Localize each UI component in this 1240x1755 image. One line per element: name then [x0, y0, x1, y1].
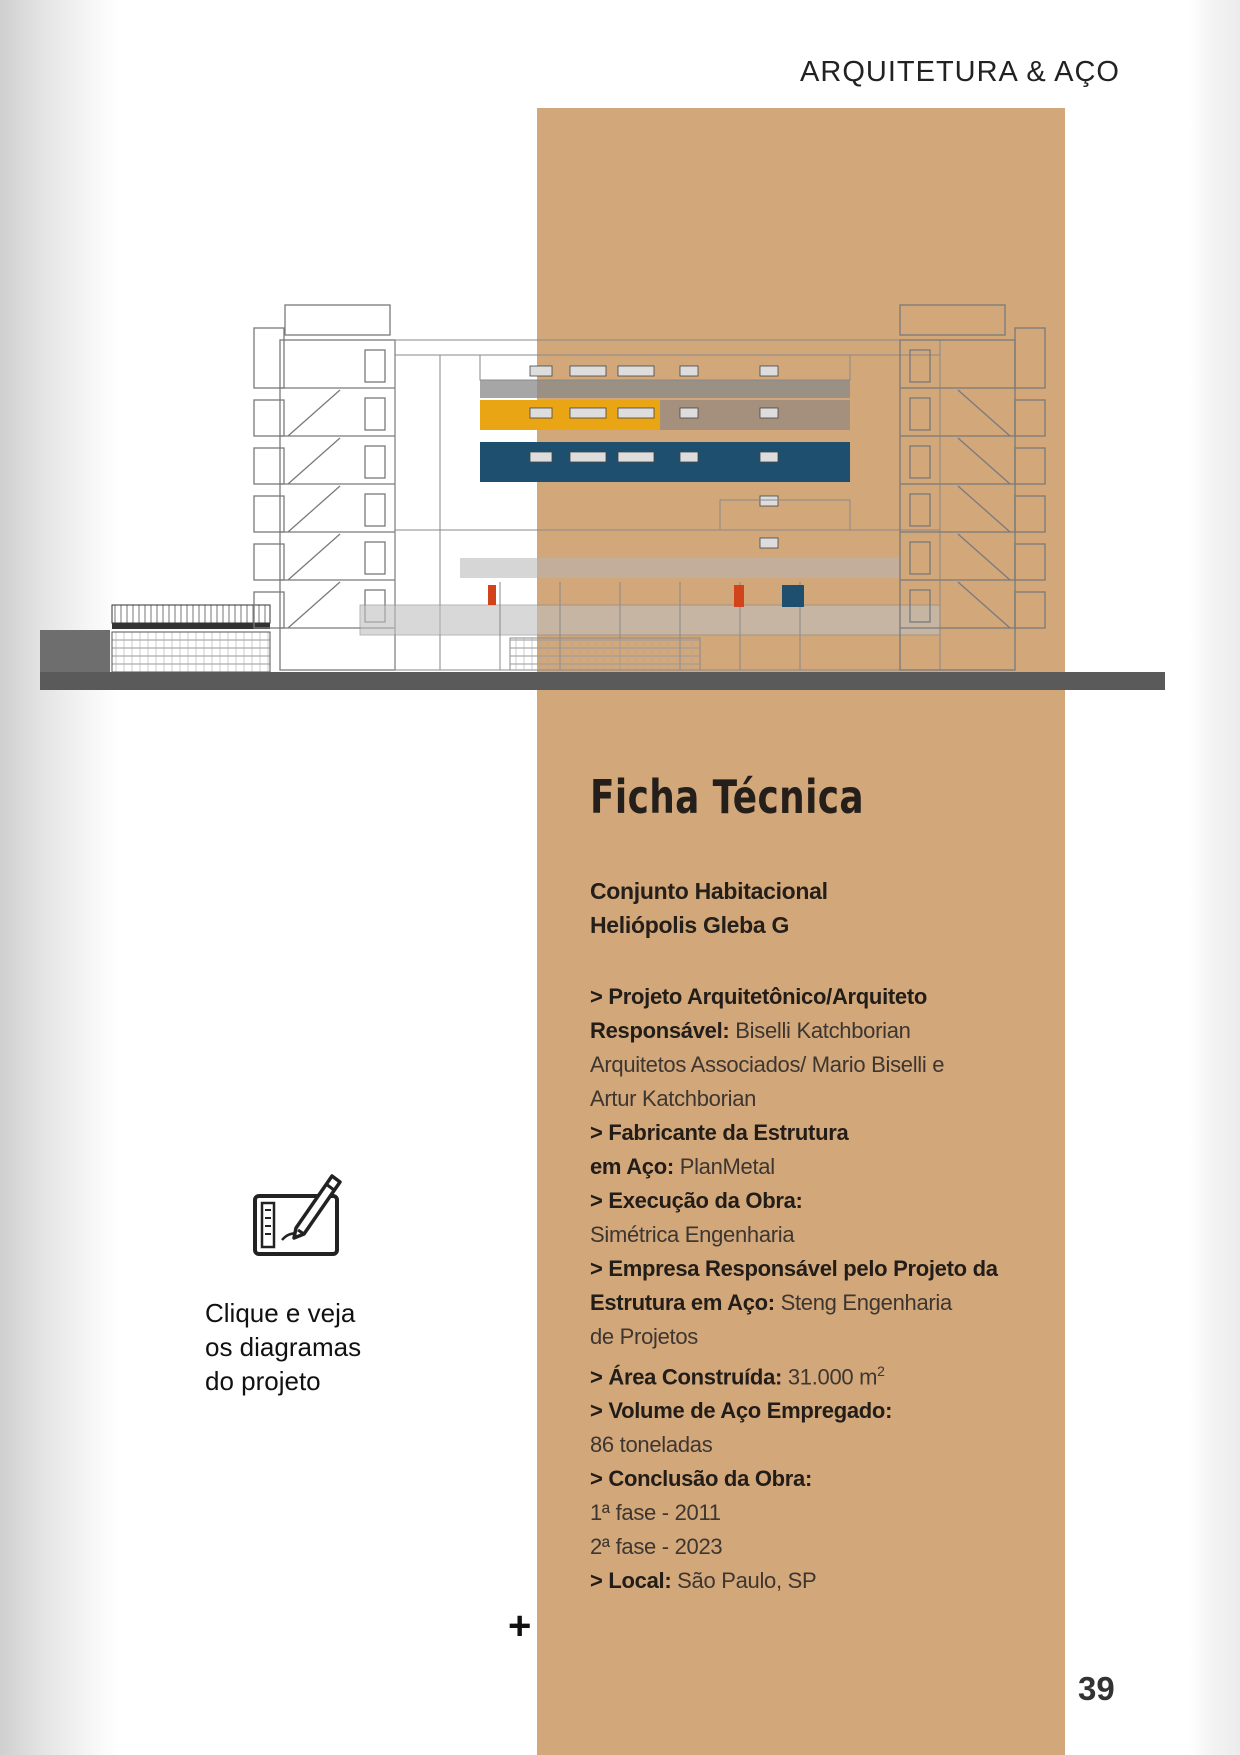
ground-line [40, 672, 1165, 690]
spec-line: Responsável: Biselli Katchborian [590, 1018, 911, 1043]
spec-line: > Volume de Aço Empregado: [590, 1398, 893, 1424]
spec-line: de Projetos [590, 1324, 698, 1349]
blue-accent [782, 585, 804, 607]
page-number: 39 [1078, 1670, 1115, 1707]
spec-line: 2ª fase - 2023 [590, 1534, 723, 1560]
link-text-line[interactable]: Clique e veja [205, 1298, 356, 1328]
spec-line: > Fabricante da Estrutura [590, 1120, 849, 1145]
spec-line: Estrutura em Aço: Steng Engenharia [590, 1290, 952, 1315]
spec-line: > Empresa Responsável pelo Projeto da [590, 1256, 998, 1281]
red-accent-right [734, 585, 744, 607]
diagrams-link-text[interactable] [205, 1296, 361, 1398]
spec-line: 86 toneladas [590, 1432, 713, 1458]
red-accent-left [488, 585, 496, 605]
diagrams-link[interactable] [200, 1168, 440, 1408]
spec-line: > Local: São Paulo, SP [590, 1568, 817, 1594]
sheet-title: Ficha Técnica [590, 770, 865, 824]
spec-line: > Execução da Obra: [590, 1188, 803, 1213]
project-name-line: Conjunto Habitacional [590, 878, 828, 904]
spec-line: 1ª fase - 2011 [590, 1500, 721, 1526]
plus-icon[interactable]: + [508, 1604, 532, 1648]
building-elevation-drawing [40, 300, 1165, 700]
technical-specs [590, 980, 1060, 1598]
section-header: ARQUITETURA & AÇO [800, 56, 1120, 88]
lower-floors [360, 500, 940, 670]
page-edge-shadow [1190, 0, 1240, 1755]
grey-floor-band [480, 380, 850, 398]
spec-line: > Projeto Arquitetônico/Arquiteto [590, 984, 928, 1009]
spec-line: Simétrica Engenharia [590, 1222, 795, 1247]
spec-line: Arquitetos Associados/ Mario Biselli e [590, 1052, 945, 1077]
tablet-pen-icon [252, 1168, 342, 1260]
spec-line: Artur Katchborian [590, 1086, 757, 1111]
link-text-line[interactable]: os diagramas [205, 1332, 362, 1362]
spec-line: > Área Construída: 31.000 $m^2$ [590, 1363, 885, 1390]
link-text-line[interactable]: do projeto [205, 1366, 321, 1396]
spec-line: em Aço: PlanMetal [590, 1154, 775, 1179]
spec-line: > Conclusão da Obra: [590, 1466, 812, 1492]
page-gutter-shadow [0, 0, 120, 1755]
left-annex [112, 605, 270, 672]
project-name-line: Heliópolis Gleba G [590, 912, 790, 938]
project-name [590, 874, 828, 942]
